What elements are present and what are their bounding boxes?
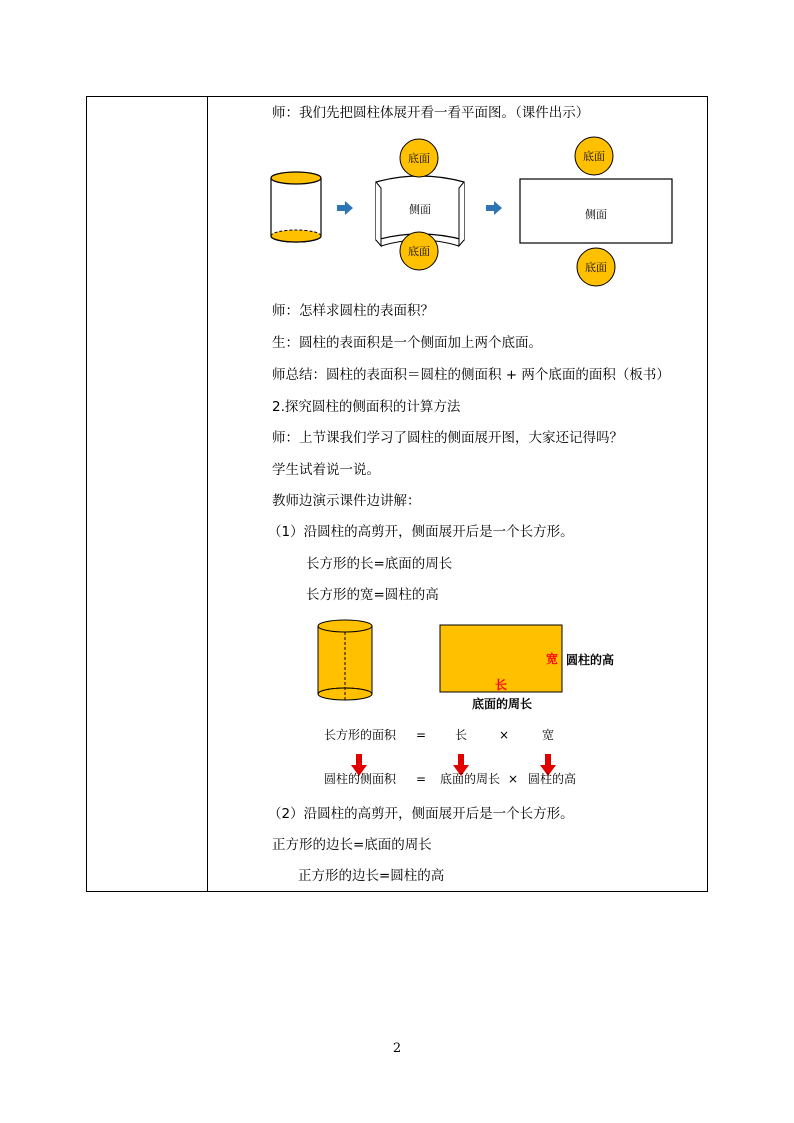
page-number: 2 <box>392 1041 402 1056</box>
rect-bottom-circle-label: 底面 <box>585 261 607 274</box>
formula-diagram <box>310 724 630 792</box>
rect-top-circle-label: 底面 <box>583 150 605 163</box>
text-line-1: 师：我们先把圆柱体展开看一看平面图。（课件出示） <box>272 105 590 121</box>
top-circle-label: 底面 <box>408 152 430 165</box>
height-side-label: 圆柱的高 <box>566 653 615 667</box>
text-line-14: 正方形的边长=圆柱的高 <box>298 868 445 884</box>
formula-lateral-area: 圆柱的侧面积 <box>323 772 397 786</box>
formula-width: 宽 <box>541 728 555 742</box>
curved-side-label: 侧面 <box>409 203 431 216</box>
blue-arrow-2 <box>486 201 502 215</box>
width-label: 宽 <box>545 652 559 666</box>
text-line-11: 长方形的宽=圆柱的高 <box>306 587 439 603</box>
formula-times-2: × <box>507 772 519 786</box>
text-line-9: （1）沿圆柱的高剪开，侧面展开后是一个长方形。 <box>268 524 574 540</box>
formula-rect-area: 长方形的面积 <box>323 728 397 742</box>
gold-cylinder <box>318 620 372 700</box>
text-line-4: 师总结：圆柱的表面积＝圆柱的侧面积 + 两个底面的面积（板书） <box>272 367 670 383</box>
text-line-8: 教师边演示课件边讲解： <box>272 493 421 509</box>
formula-equals-1: = <box>415 728 427 742</box>
text-line-7: 学生试着说一说。 <box>272 462 380 478</box>
formula-equals-2: = <box>415 772 427 786</box>
cylinder-unfold-diagram <box>260 136 690 294</box>
side-rectangle-label: 侧面 <box>585 208 607 221</box>
text-line-3: 生：圆柱的表面积是一个侧面加上两个底面。 <box>272 335 542 351</box>
length-label: 长 <box>494 678 508 692</box>
cylinder-rectangle-diagram <box>310 615 630 715</box>
bottom-circle-label: 底面 <box>408 245 430 258</box>
blue-arrow-1 <box>337 201 353 215</box>
text-line-12: （2）沿圆柱的高剪开，侧面展开后是一个长方形。 <box>268 806 574 822</box>
text-line-5: 2.探究圆柱的侧面积的计算方法 <box>272 399 461 415</box>
formula-height: 圆柱的高 <box>527 772 577 786</box>
formula-times-1: × <box>498 728 510 742</box>
text-line-6: 师：上节课我们学习了圆柱的侧面展开图，大家还记得吗？ <box>272 430 623 446</box>
cylinder-shape <box>271 172 321 242</box>
text-line-2: 师：怎样求圆柱的表面积？ <box>272 303 434 319</box>
text-line-13: 正方形的边长=底面的周长 <box>272 837 432 853</box>
table-column-divider <box>207 97 208 891</box>
formula-length: 长 <box>454 728 468 742</box>
text-line-10: 长方形的长=底面的周长 <box>306 556 453 572</box>
perimeter-label: 底面的周长 <box>471 697 533 711</box>
formula-perimeter: 底面的周长 <box>439 772 501 786</box>
